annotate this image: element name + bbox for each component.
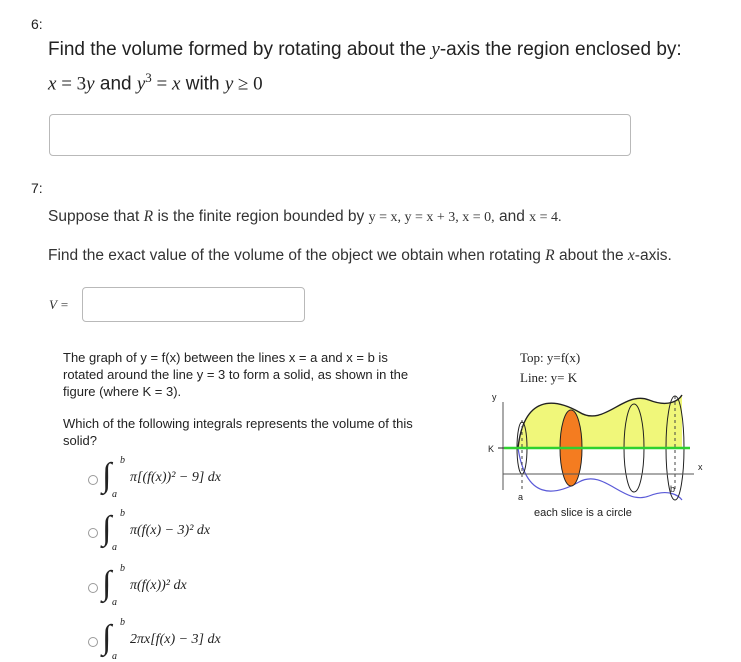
question-6-line1: [48, 36, 682, 64]
lower-limit: a: [112, 542, 117, 553]
q8-question-line: Which of the following integrals represents the volume of this: [63, 416, 413, 431]
question-7-line2: [48, 247, 672, 265]
question-7-number: 7:: [31, 180, 43, 196]
q6-math: x: [48, 73, 57, 95]
q7-math: x: [627, 247, 635, 264]
figure-line-label: Line: y= K: [520, 370, 578, 385]
upper-limit: b: [120, 617, 125, 628]
option-radio-button[interactable]: [88, 528, 98, 538]
integrand-expression: π[(f(x))² − 9] dx: [130, 470, 222, 485]
option-radio-button[interactable]: [88, 475, 98, 485]
lower-limit: a: [112, 489, 117, 500]
q6-text: Find the volume formed by rotating about the: [48, 39, 432, 60]
integrand-expression: π(f(x))² dx: [130, 578, 187, 593]
q7-math: R: [143, 208, 154, 225]
question-8-description: [63, 349, 463, 400]
q6-var-y: y: [431, 39, 440, 60]
b-label: b: [670, 484, 676, 494]
x-axis-label: x: [698, 462, 703, 472]
question-7-v-label: V =: [49, 297, 69, 312]
lower-limit: a: [112, 597, 117, 608]
k-label: K: [488, 444, 495, 454]
q7-text: Find the exact value of the volume of the object we obtain when rotating: [48, 247, 546, 264]
integral-option-2[interactable]: [84, 506, 384, 552]
integral-sign: ∫: [102, 510, 112, 547]
q7-text: -axis.: [634, 247, 672, 264]
q7-math: x = 4.: [529, 210, 562, 225]
q8-text-line: rotated around the line y = 3 to form a solid, as shown in the: [63, 367, 409, 382]
q6-math: = 3: [56, 73, 87, 95]
q7-math: R: [545, 247, 555, 264]
question-6-number: 6:: [31, 16, 43, 32]
q7-text: is the finite region bounded by: [153, 208, 369, 225]
y-axis-label: y: [492, 392, 497, 402]
integrand-expression: 2πx[f(x) − 3] dx: [130, 632, 221, 647]
q6-math: y: [224, 73, 234, 95]
q6-math: =: [151, 73, 173, 95]
upper-limit: b: [120, 508, 125, 519]
figure-top-label: Top: y=f(x): [520, 350, 581, 365]
q8-text-line: figure (where K = 3).: [63, 384, 182, 399]
question-6-prompt: [48, 36, 682, 98]
integral-option-4[interactable]: [84, 615, 384, 661]
q6-text: and: [94, 73, 137, 95]
question-8-question: [63, 415, 463, 449]
integral-sign: ∫: [102, 457, 112, 494]
upper-limit: b: [120, 455, 125, 466]
question-7-line1: [48, 208, 562, 226]
q6-math: x: [172, 73, 181, 95]
q6-exponent: 3: [145, 70, 152, 85]
q8-text-line: The graph of y = f(x) between the lines x = a and x = b is: [63, 350, 388, 365]
lower-limit: a: [112, 651, 117, 662]
q7-text: Suppose that: [48, 208, 144, 225]
integral-option-3[interactable]: [84, 561, 384, 607]
integral-sign: ∫: [102, 565, 112, 602]
solid-of-revolution-figure: [474, 340, 714, 530]
q7-math: y = x, y = x + 3, x = 0,: [368, 210, 495, 225]
option-radio-button[interactable]: [88, 637, 98, 647]
q6-text-tail: -axis the region enclosed by:: [439, 39, 682, 60]
upper-limit: b: [120, 563, 125, 574]
a-label: a: [518, 492, 524, 502]
q6-math: y: [136, 73, 146, 95]
q7-text: and: [494, 208, 530, 225]
figure-caption: each slice is a circle: [534, 507, 632, 519]
q6-math: y: [86, 73, 95, 95]
question-7-answer-input[interactable]: [82, 287, 305, 322]
question-6-line2: [48, 64, 682, 98]
integral-sign: ∫: [102, 619, 112, 656]
option-radio-button[interactable]: [88, 583, 98, 593]
q7-text: about the: [554, 247, 628, 264]
integral-option-1[interactable]: [84, 453, 384, 499]
question-6-answer-input[interactable]: [49, 114, 631, 156]
integrand-expression: π(f(x) − 3)² dx: [130, 523, 211, 538]
q8-question-line: solid?: [63, 433, 97, 448]
q6-text: with: [180, 73, 225, 95]
q6-math: ≥ 0: [233, 73, 263, 95]
